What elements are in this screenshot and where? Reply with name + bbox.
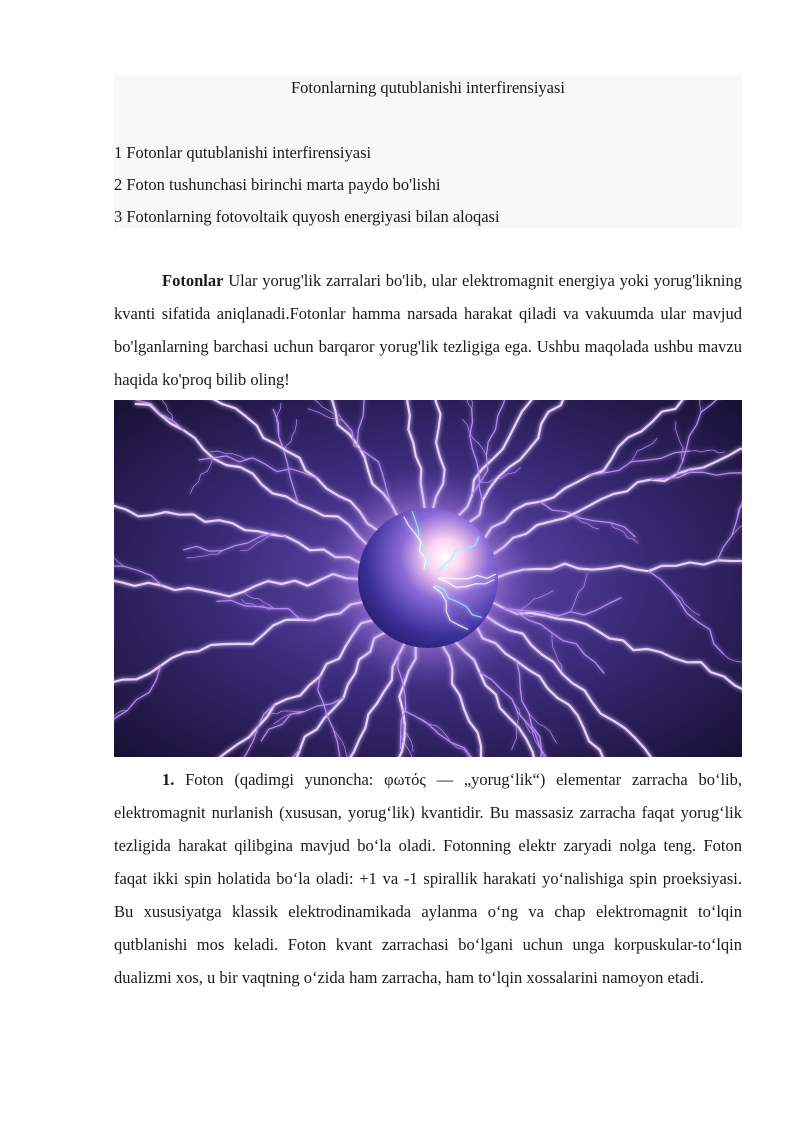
toc-item-1: 1 Fotonlar qutublanishi interfirensiyasi — [114, 143, 372, 162]
plasma-ball-image — [114, 400, 742, 757]
section-1-paragraph — [114, 763, 742, 994]
intro-lead: Fotonlar — [162, 271, 224, 290]
intro-text: Ular yorug'lik zarralari bo'lib, ular elektromagnit energiya yoki yorug'likning kvanti sifatida aniqlanadi.Fotonlar hamma narsada harakat qiladi va vakuumda ular mavjud bo'lganlarning barchasi uchun barqaror yorug'lik tezligiga ega. Ushbu maqolada ushbu mavzu haqida ko'proq bilib oling! — [114, 271, 742, 389]
document-title: Fotonlarning qutublanishi interfirensiyasi — [290, 78, 566, 97]
intro-paragraph — [114, 264, 742, 396]
section-1-number: 1. — [162, 770, 175, 789]
toc-item-2: 2 Foton tushunchasi birinchi marta paydo bo'lishi — [114, 175, 441, 194]
toc-item-3: 3 Fotonlarning fotovoltaik quyosh energiyasi bilan aloqasi — [114, 207, 500, 226]
plasma-ball-illustration — [114, 400, 742, 757]
table-of-contents — [114, 141, 742, 237]
section-1-text: Foton (qadimgi yunoncha: φωτός — „yorug‘lik“) elementar zarracha bo‘lib, elektromagnit nurlanish (xususan, yorug‘lik) kvantidir. Bu massasiz zarracha faqat yorug‘lik tezligida harakat qilibgina mavjud bo‘la oladi. Fotonning elektr zaryadi nolga teng. Foton faqat ikki spin holatida bo‘la oladi: +1 va -1 spirallik harakati yo‘nalishiga spin proeksiyasi. Bu xususiyatga klassik elektrodinamikada aylanma o‘ng va chap elektromagnit to‘lqin qutblanishi mos keladi. Foton kvant zarrachasi bo‘lgani uchun unga korpuskular-to‘lqin dualizmi xos, u bir vaqtning o‘zida ham zarracha, ham to‘lqin xossalarini namoyon etadi. — [114, 770, 742, 987]
plasma-sphere — [358, 508, 498, 648]
